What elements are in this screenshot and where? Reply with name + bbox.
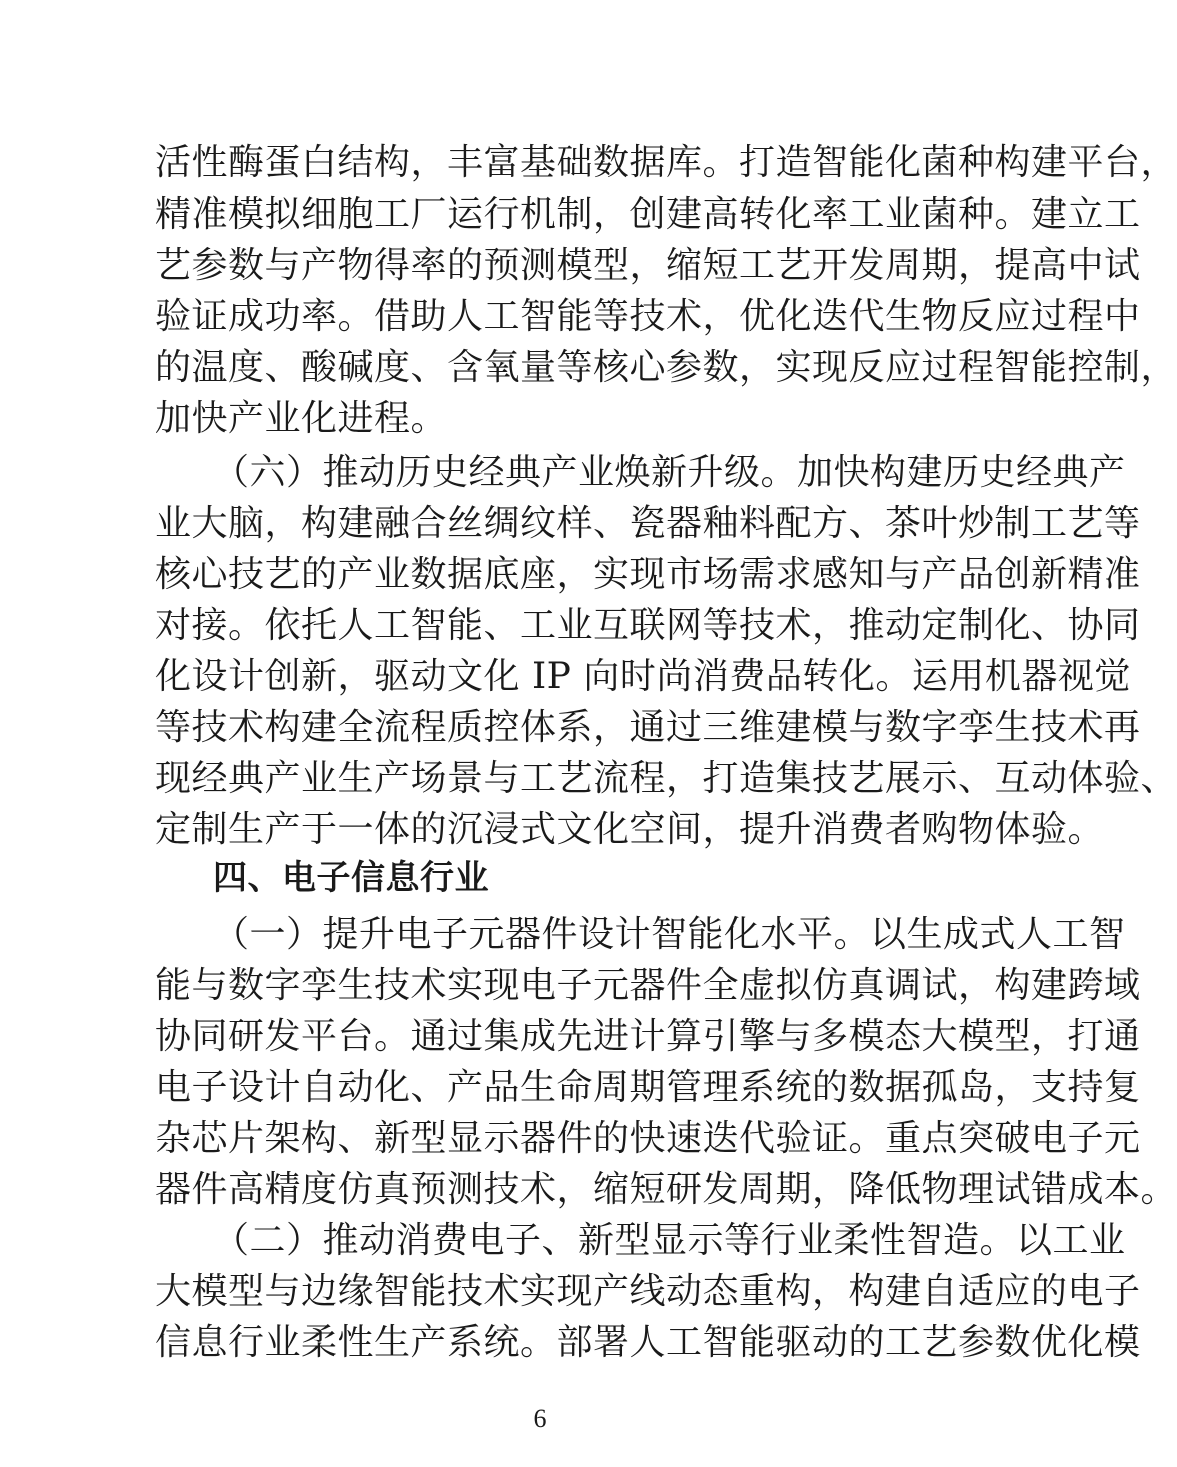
- text-line: 能与数字孪生技术实现电子元器件全虚拟仿真调试，构建跨域: [155, 965, 1141, 1006]
- paragraph-start-line: （一）提升电子元器件设计智能化水平。以生成式人工智: [213, 914, 1126, 955]
- text-line: 杂芯片架构、新型显示器件的快速迭代验证。重点突破电子元: [155, 1118, 1141, 1159]
- text-line: 活性酶蛋白结构，丰富基础数据库。打造智能化菌种构建平台，: [155, 142, 1177, 183]
- text-line: 对接。依托人工智能、工业互联网等技术，推动定制化、协同: [155, 605, 1141, 646]
- text-line: 艺参数与产物得率的预测模型，缩短工艺开发周期，提高中试: [155, 245, 1141, 286]
- text-line: 电子设计自动化、产品生命周期管理系统的数据孤岛，支持复: [155, 1067, 1141, 1108]
- text-line: 现经典产业生产场景与工艺流程，打造集技艺展示、互动体验、: [155, 758, 1177, 799]
- paragraph-start-line: （二）推动消费电子、新型显示等行业柔性智造。以工业: [213, 1220, 1126, 1261]
- text-line: 精准模拟细胞工厂运行机制，创建高转化率工业菌种。建立工: [155, 194, 1141, 235]
- text-line: 验证成功率。借助人工智能等技术，优化迭代生物反应过程中: [155, 296, 1141, 337]
- text-line: 器件高精度仿真预测技术，缩短研发周期，降低物理试错成本。: [155, 1169, 1177, 1210]
- text-line: 的温度、酸碱度、含氧量等核心参数，实现反应过程智能控制，: [155, 347, 1177, 388]
- paragraph-start-line: （六）推动历史经典产业焕新升级。加快构建历史经典产: [213, 452, 1126, 493]
- section-heading: 四、电子信息行业: [213, 858, 489, 898]
- text-line: 定制生产于一体的沉浸式文化空间，提升消费者购物体验。: [155, 809, 1105, 850]
- text-line: 业大脑，构建融合丝绸纹样、瓷器釉料配方、茶叶炒制工艺等: [155, 503, 1141, 544]
- text-line: 等技术构建全流程质控体系，通过三维建模与数字孪生技术再: [155, 707, 1141, 748]
- text-line: 化设计创新，驱动文化 IP 向时尚消费品转化。运用机器视觉: [155, 656, 1131, 697]
- text-line: 核心技艺的产业数据底座，实现市场需求感知与产品创新精准: [155, 554, 1141, 595]
- text-line: 加快产业化进程。: [155, 398, 448, 439]
- text-line: 大模型与边缘智能技术实现产线动态重构，构建自适应的电子: [155, 1271, 1141, 1312]
- text-line: 信息行业柔性生产系统。部署人工智能驱动的工艺参数优化模: [155, 1322, 1141, 1363]
- page-number: 6: [533, 1404, 547, 1433]
- text-line: 协同研发平台。通过集成先进计算引擎与多模态大模型，打通: [155, 1016, 1141, 1057]
